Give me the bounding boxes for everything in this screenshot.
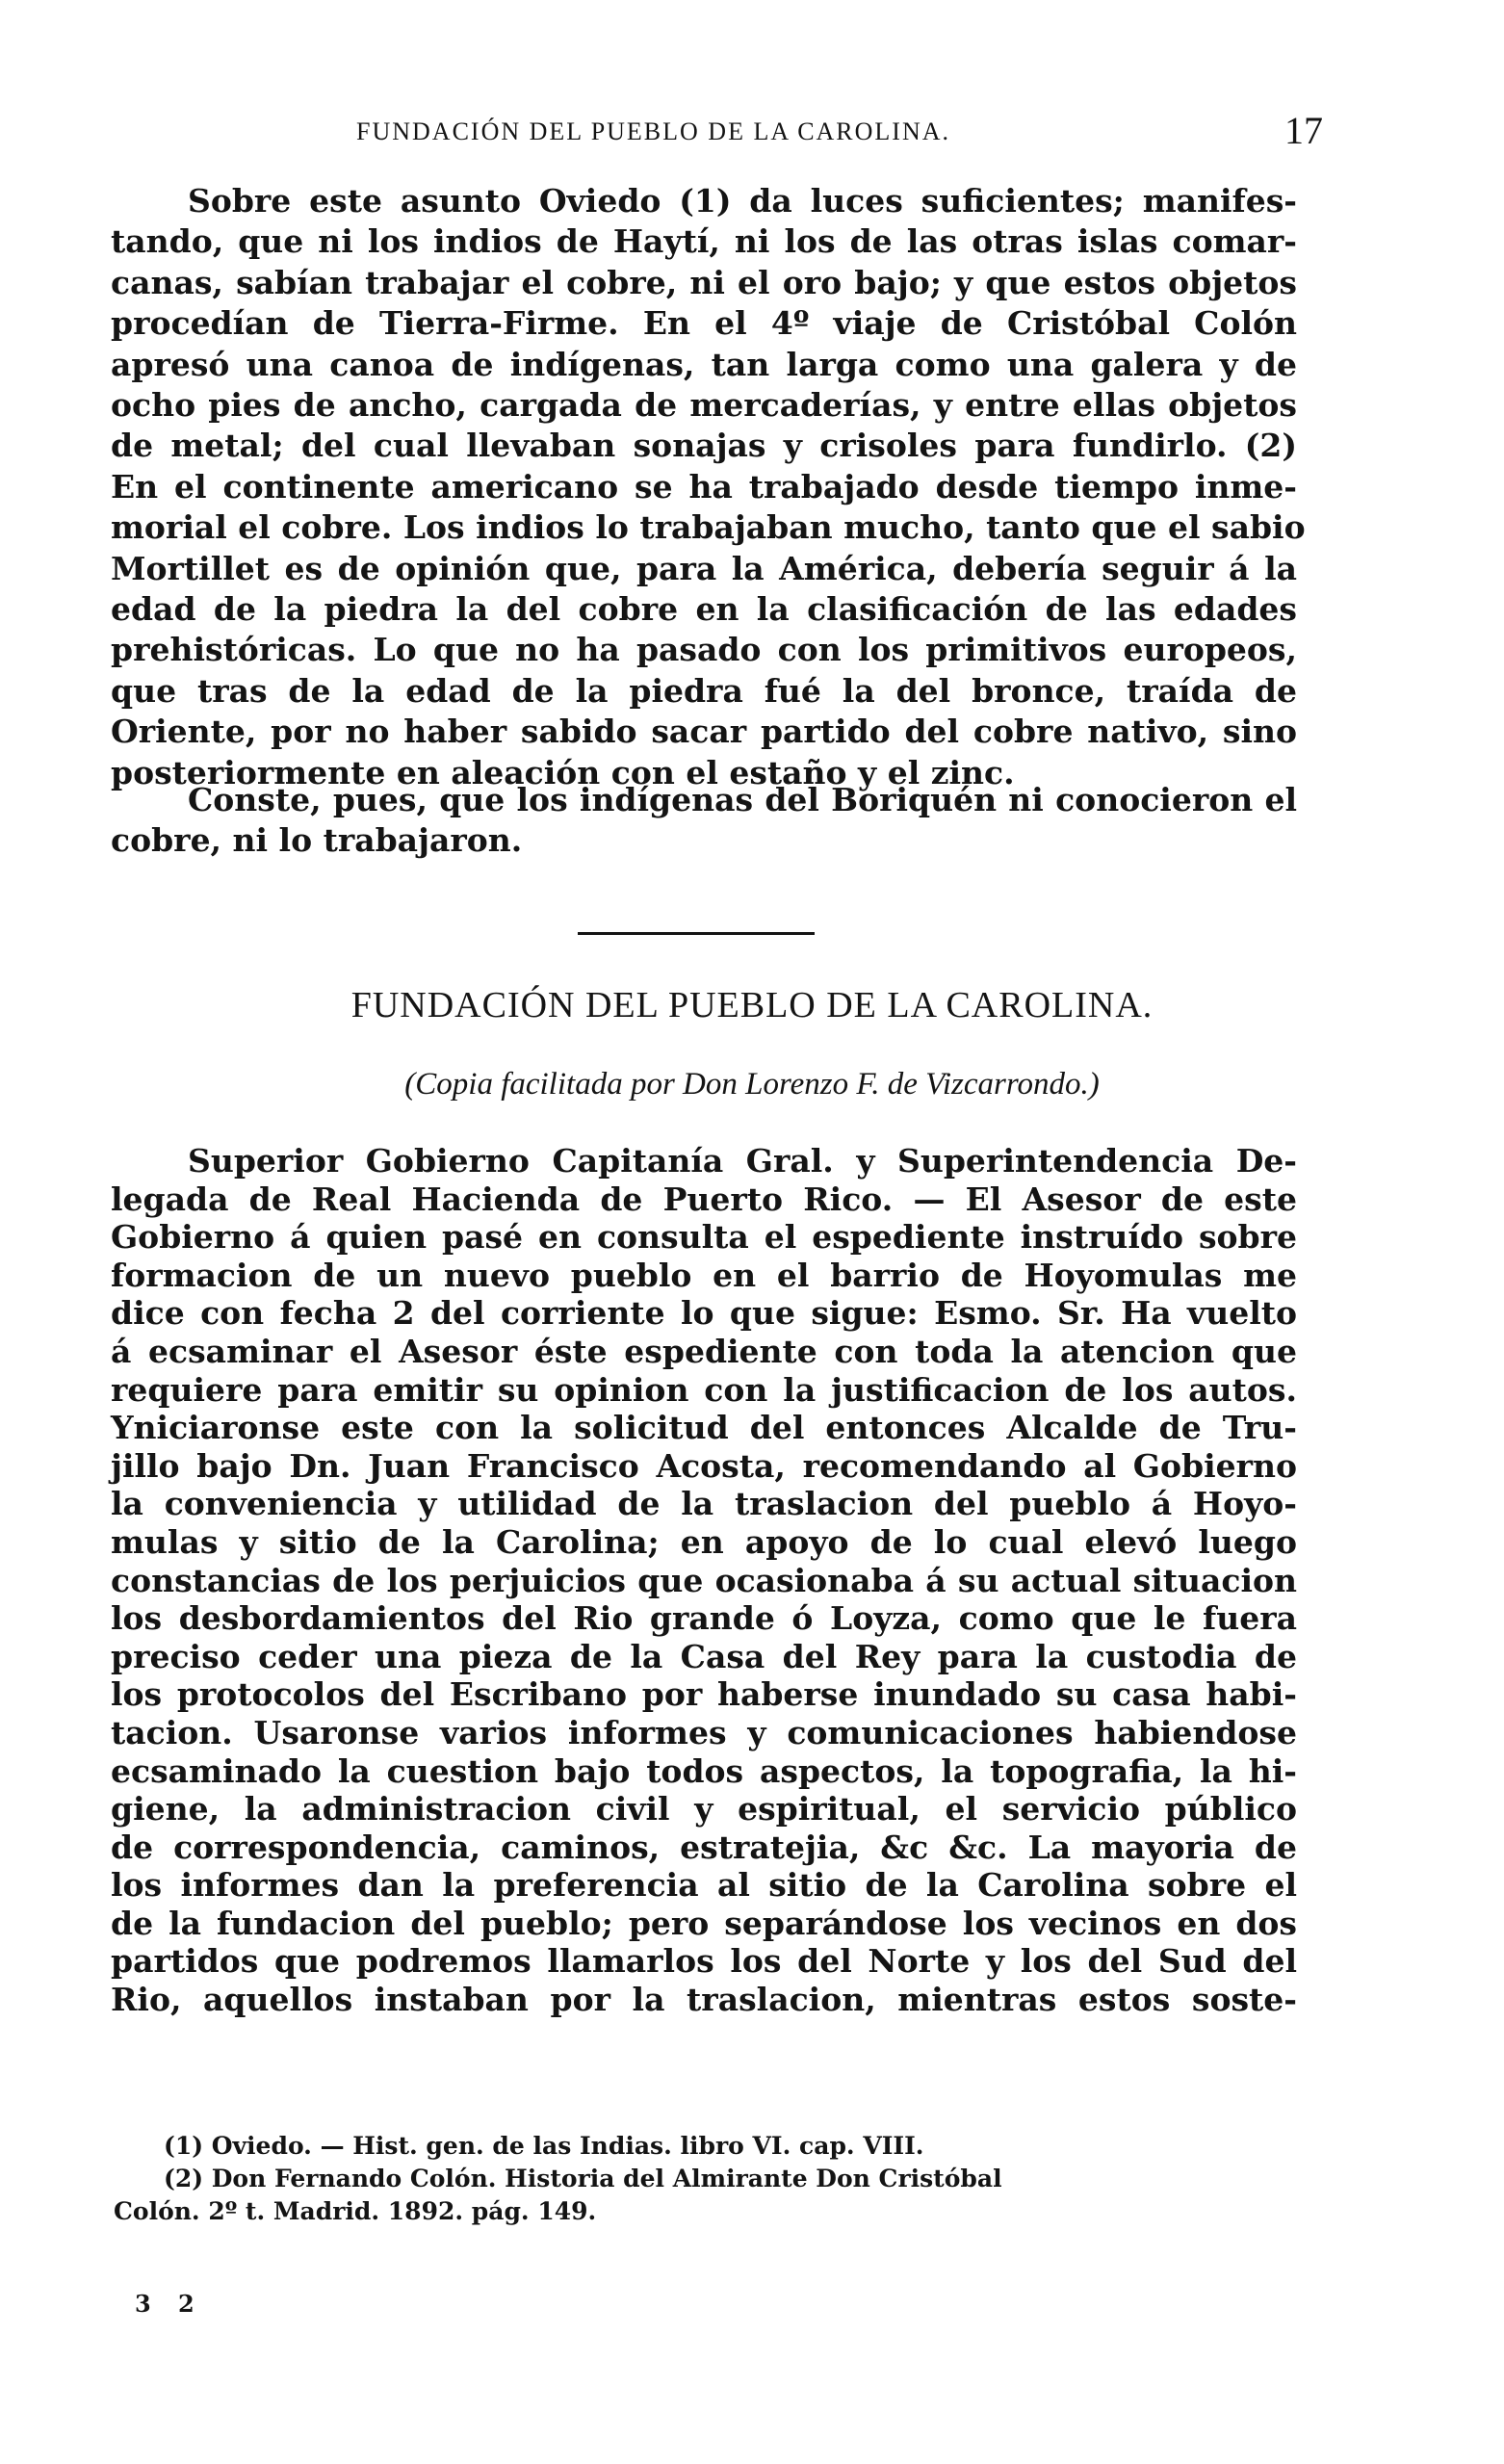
signature-mark: 3 2 — [135, 2290, 204, 2318]
footnote-1: (1) Oviedo. — Hist. gen. de las Indias. libro VI. cap. VIII. — [164, 2132, 924, 2160]
text-line: formacion de un nuevo pueblo en el barrio de Hoyomulas me — [111, 1256, 1297, 1294]
footnote-2: (2) Don Fernando Colón. Historia del Almirante Don Cristóbal — [164, 2165, 1002, 2192]
page-header — [0, 108, 1504, 156]
text-line: Oriente, por no haber sabido sacar partido del cobre nativo, sino — [111, 713, 1297, 751]
text-line: ecsaminado la cuestion bajo todos aspectos, la topografia, la hi- — [111, 1751, 1297, 1790]
text-line: giene, la administracion civil y espiritual, el servicio público — [111, 1790, 1297, 1829]
text-line: posteriormente en aleación con el estaño y el zinc. — [111, 753, 1015, 791]
footnotes — [114, 2130, 1298, 2228]
text-line: requiere para emitir su opinion con la justificacion de los autos. — [111, 1370, 1297, 1409]
text-line: edad de la piedra la del cobre en la clasificación de las edades — [111, 590, 1297, 629]
paragraph-document — [111, 1142, 1297, 2019]
text-line: los informes dan la preferencia al sitio de la Carolina sobre el — [111, 1866, 1297, 1905]
text-line: morial el cobre. Los indios lo trabajaban mucho, tanto que el sabio — [111, 508, 1306, 547]
text-line: Superior Gobierno Capitanía Gral. y Superintendencia De- — [188, 1142, 1297, 1180]
page-number: 17 — [1284, 109, 1323, 152]
text-line: cobre, ni lo trabajaron. — [111, 821, 523, 860]
text-line: preciso ceder una pieza de la Casa del Rey para la custodia de — [111, 1637, 1297, 1675]
text-line: prehistóricas. Lo que no ha pasado con los primitivos europeos, — [111, 631, 1297, 669]
text-line: Conste, pues, que los indígenas del Boriquén ni conocieron el — [188, 781, 1297, 818]
text-line: tacion. Usaronse varios informes y comunicaciones habiendose — [111, 1713, 1297, 1751]
text-line: que tras de la edad de la piedra fué la del bronce, traída de — [111, 671, 1297, 710]
text-line: de correspondencia, caminos, estratejia, &c &c. La mayoria de — [111, 1828, 1297, 1866]
text-line: de metal; del cual llevaban sonajas y crisoles para fundirlo. (2) — [111, 427, 1297, 465]
section-divider — [578, 932, 815, 935]
text-line: legada de Real Hacienda de Puerto Rico. — El Asesor de este — [111, 1180, 1297, 1218]
text-line: los protocolos del Escribano por haberse inundado su casa habi- — [111, 1675, 1297, 1714]
text-line: Mortillet es de opinión que, para la América, debería seguir á la — [111, 549, 1297, 587]
text-line: mulas y sitio de la Carolina; en apoyo de lo cual elevó luego — [111, 1522, 1297, 1561]
text-line: constancias de los perjuicios que ocasionaba á su actual situacion — [111, 1561, 1297, 1599]
text-line: apresó una canoa de indígenas, tan larga como una galera y de — [111, 345, 1297, 383]
text-line: la conveniencia y utilidad de la traslacion del pueblo á Hoyo- — [111, 1485, 1297, 1523]
text-line: tando, que ni los indios de Haytí, ni los de las otras islas comar- — [111, 222, 1297, 261]
text-line: jillo bajo Dn. Juan Francisco Acosta, recomendando al Gobierno — [111, 1446, 1297, 1485]
text-line: á ecsaminar el Asesor éste espediente con toda la atencion que — [111, 1332, 1297, 1370]
section-credit: (Copia facilitada por Don Lorenzo F. de Vizcarrondo.) — [404, 1067, 1100, 1102]
text-line: procedían de Tierra-Firme. En el 4º viaje de Cristóbal Colón — [111, 304, 1297, 343]
text-line: Rio, aquellos instaban por la traslacion, mientras estos soste- — [111, 1981, 1297, 2019]
text-line: dice con fecha 2 del corriente lo que sigue: Esmo. Sr. Ha vuelto — [111, 1294, 1297, 1333]
text-line: En el continente americano se ha trabajado desde tiempo inme- — [111, 467, 1297, 506]
text-line: partidos que podremos llamarlos los del Norte y los del Sud del — [111, 1942, 1297, 1981]
text-line: Gobierno á quien pasé en consulta el espediente instruído sobre — [111, 1218, 1297, 1257]
paragraph-conclusion — [111, 780, 1297, 862]
text-line: los desbordamientos del Rio grande ó Loyza, como que le fuera — [111, 1599, 1297, 1638]
footnote-2-continued: Colón. 2º t. Madrid. 1892. pág. 149. — [114, 2197, 597, 2225]
text-line: canas, sabían trabajar el cobre, ni el oro bajo; y que estos objetos — [111, 263, 1297, 301]
paragraph-copper — [111, 181, 1306, 793]
text-line: Sobre este asunto Oviedo (1) da luces suficientes; manifes- — [188, 182, 1297, 220]
text-line: de la fundacion del pueblo; pero separándose los vecinos en dos — [111, 1904, 1297, 1942]
running-head: FUNDACIÓN DEL PUEBLO DE LA CAROLINA. — [356, 117, 951, 145]
section-title: FUNDACIÓN DEL PUEBLO DE LA CAROLINA. — [350, 985, 1154, 1025]
text-line: Yniciaronse este con la solicitud del entonces Alcalde de Tru- — [111, 1409, 1297, 1447]
text-line: ocho pies de ancho, cargada de mercaderías, y entre ellas objetos — [111, 386, 1297, 425]
